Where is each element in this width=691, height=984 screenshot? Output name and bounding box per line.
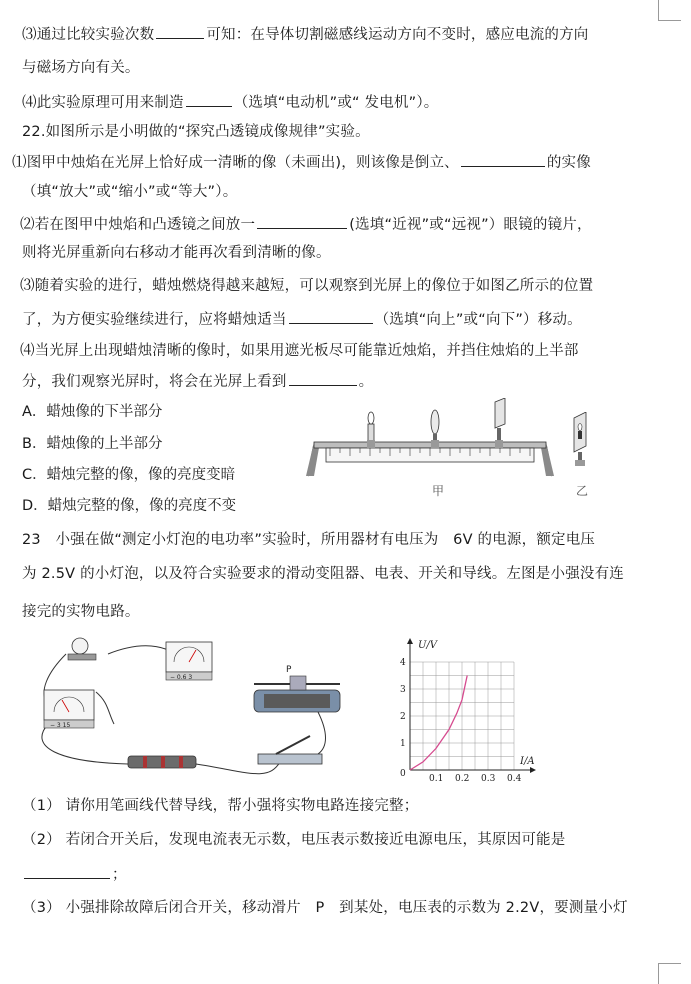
slider-label: P — [286, 665, 292, 675]
q21-part4: ⑷此实验原理可用来制造 （选填“电动机”或“ 发电机”）。 — [22, 92, 439, 113]
q22-part4-cont: 分，我们观察光屏时，将会在光屏上看到 。 — [22, 371, 373, 392]
y-axis-arrow — [407, 638, 413, 644]
answer-blank[interactable] — [289, 309, 373, 324]
figure-label-yi: 乙 — [576, 484, 589, 498]
x-axis-label: I/A — [520, 756, 535, 767]
option-b[interactable]: B．蜡烛像的上半部分 — [22, 436, 163, 452]
circuit-figure — [18, 632, 388, 782]
q23-line1: 23 小强在做“测定小灯泡的电功率”实验时，所用器材有电压为 6V 的电源，额定电压 — [22, 532, 596, 548]
x-tick-label: 0.3 — [481, 774, 496, 782]
x-tick-label: 0.1 — [429, 774, 444, 782]
y-tick-label: 4 — [400, 658, 406, 668]
q22-part1-cont: （填“放大”或“缩小”或“等大”）。 — [22, 184, 238, 200]
light-screen-icon — [495, 398, 505, 448]
answer-blank[interactable] — [289, 371, 357, 386]
q22-part1: ⑴图甲中烛焰在光屏上恰好成一清晰的像（未画出)，则该像是倒立、 的实像 — [12, 152, 591, 173]
q21-part3-cont: 与磁场方向有关。 — [22, 60, 140, 76]
optical-bench-figure — [300, 398, 560, 498]
ammeter-terminals: − 0.6 3 — [170, 674, 193, 681]
switch-icon — [258, 736, 322, 764]
figure-label-jia: 甲 — [432, 484, 445, 498]
q23-sub2: （2） 若闭合开关后，发现电流表无示数，电压表示数接近电源电压，其原因可能是 — [22, 832, 566, 848]
page-corner-top — [658, 0, 681, 21]
q23-sub3: （3） 小强排除故障后闭合开关，移动滑片 P 到某处，电压表的示数为 2.2V，要测量小灯 — [22, 900, 628, 916]
battery-icon — [128, 756, 196, 768]
x-tick-label: 0.2 — [455, 774, 470, 782]
answer-blank[interactable] — [461, 152, 545, 167]
candle-icon — [367, 412, 375, 448]
x-axis-arrow — [530, 767, 536, 773]
u-i-graph — [396, 636, 536, 782]
q22-part3-cont: 了，为方便实验继续进行，应将蜡烛适当 （选填“向上”或“向下”）移动。 — [22, 309, 582, 330]
light-bulb-icon — [68, 638, 96, 660]
graph-grid — [410, 662, 514, 770]
screen-image-figure — [568, 412, 592, 472]
answer-blank[interactable] — [186, 92, 232, 107]
y-axis-label: U/V — [418, 640, 438, 651]
q23-sub2-answer: ； — [22, 864, 127, 885]
option-d[interactable]: D．蜡烛完整的像，像的亮度不变 — [22, 498, 237, 514]
q23-line3: 接完的实物电路。 — [22, 604, 140, 620]
y-tick-label: 2 — [400, 712, 406, 722]
answer-blank[interactable] — [257, 214, 347, 229]
q22-title: 22.如图所示是小明做的“探究凸透镜成像规律”实验。 — [22, 124, 370, 140]
answer-blank[interactable] — [24, 864, 110, 879]
option-c[interactable]: C．蜡烛完整的像，像的亮度变暗 — [22, 467, 236, 483]
q23-line2: 为 2.5V 的小灯泡，以及符合实验要求的滑动变阻器、电表、开关和导线。左图是小强没有连 — [22, 566, 624, 582]
u-i-curve — [410, 676, 467, 771]
q21-part3: ⑶通过比较实验次数 可知：在导体切割磁感线运动方向不变时，感应电流的方向 — [22, 24, 589, 45]
q22-part2-cont: 则将光屏重新向右移动才能再次看到清晰的像。 — [22, 245, 331, 261]
option-a[interactable]: A．蜡烛像的下半部分 — [22, 404, 163, 420]
convex-lens-icon — [431, 410, 439, 448]
origin-label: 0 — [400, 769, 406, 779]
q23-sub1: （1） 请你用笔画线代替导线，帮小强将实物电路连接完整； — [22, 798, 419, 814]
answer-blank[interactable] — [156, 24, 204, 39]
voltmeter-terminals: − 3 15 — [50, 722, 71, 729]
q22-part4: ⑷当光屏上出现蜡烛清晰的像时，如果用遮光板尽可能靠近烛焰，并挡住烛焰的上半部 — [20, 343, 579, 359]
q22-part2: ⑵若在图甲中烛焰和凸透镜之间放一 (选填“近视”或“远视”）眼镜的镜片， — [20, 214, 592, 235]
x-tick-label: 0.4 — [507, 774, 522, 782]
rheostat-icon — [254, 676, 340, 712]
y-tick-label: 1 — [400, 739, 406, 749]
page-corner-bottom — [658, 963, 681, 984]
q22-part3: ⑶随着实验的进行，蜡烛燃烧得越来越短，可以观察到光屏上的像位于如图乙所示的位置 — [20, 278, 594, 294]
y-tick-label: 3 — [400, 685, 406, 695]
